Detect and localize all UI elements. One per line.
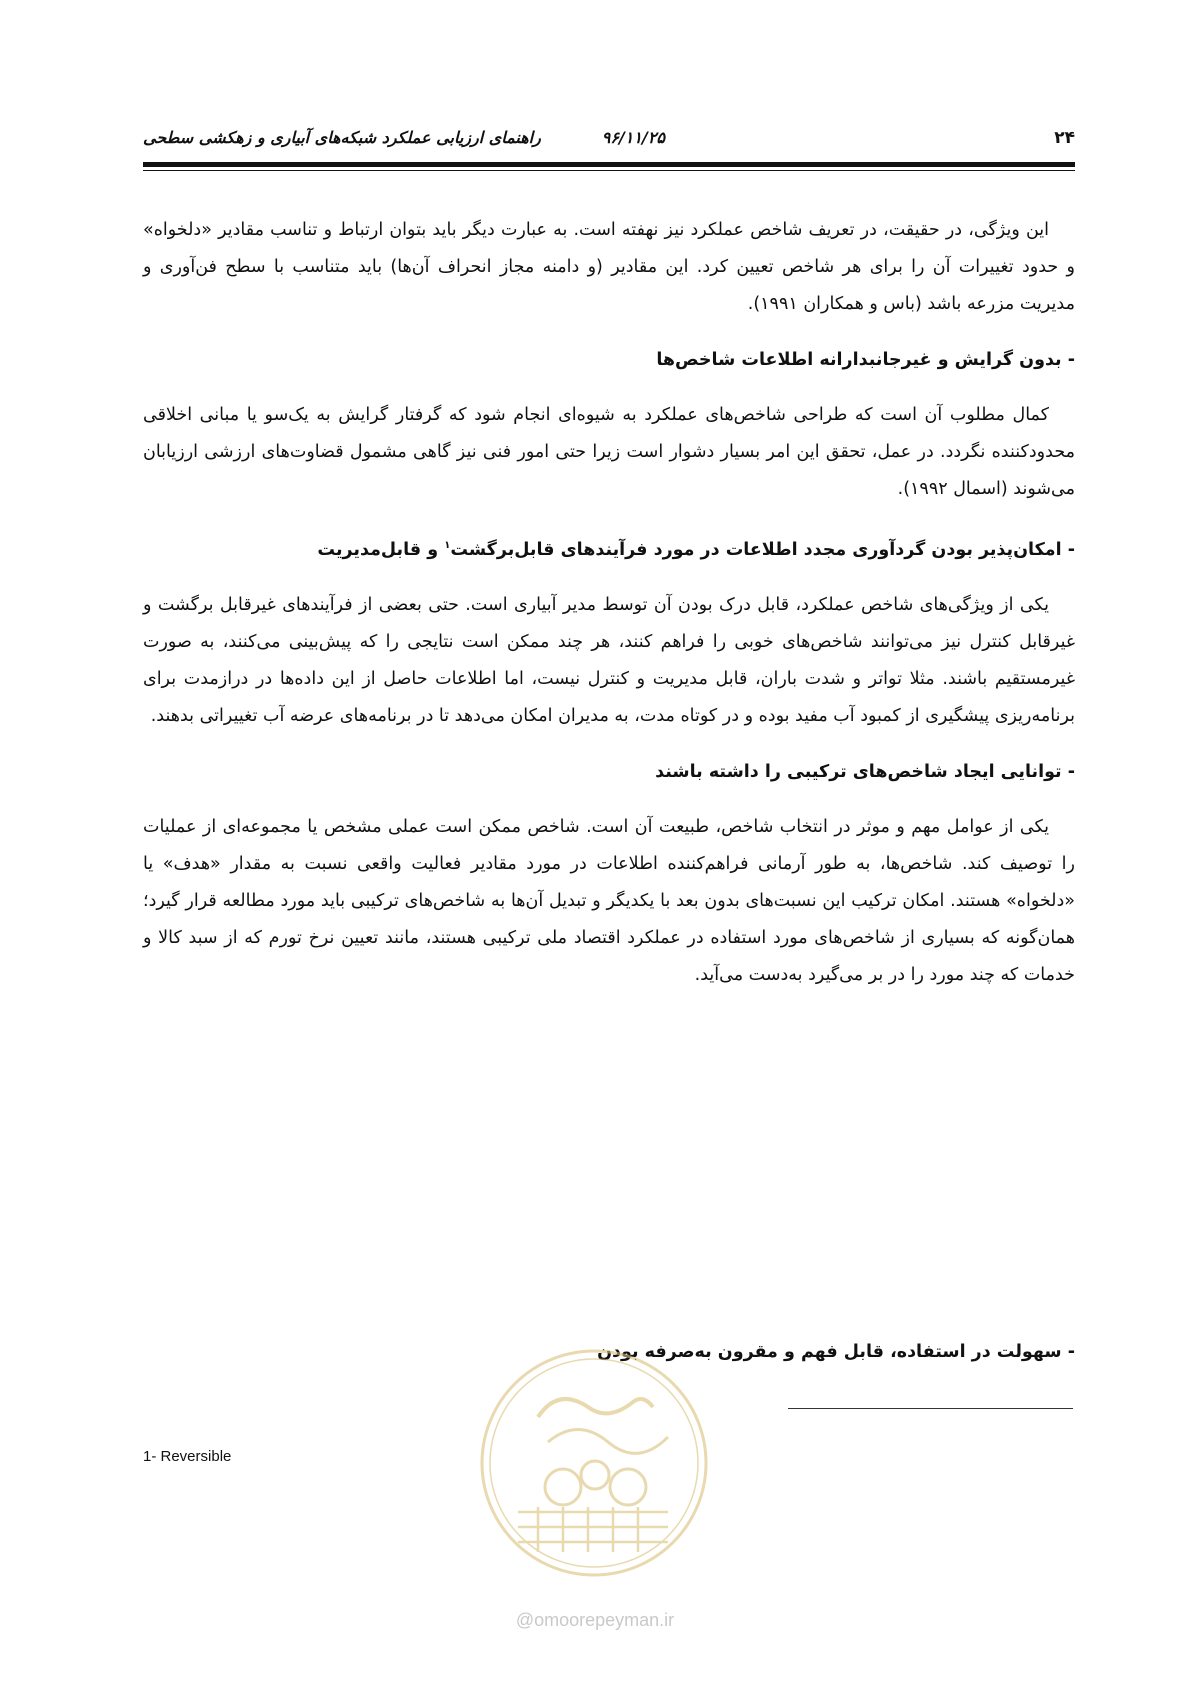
header-date: ۹۶/۱۱/۲۵ (601, 128, 665, 147)
heading-reversible-tail: و قابل‌مدیریت (317, 539, 445, 560)
body-content (143, 212, 1075, 994)
heading-ease-of-use: - سهولت در استفاده، قابل فهم و مقرون به‌صرفه بودن (597, 1342, 1075, 1362)
watermark-seal (478, 1347, 710, 1579)
paragraph-2: کمال مطلوب آن است که طراحی شاخص‌های عملکرد به شیوه‌ای انجام شود که گرفتار گرایش به یک‌سو یا مبانی اخلاقی محدودکننده نگردد. در عمل، تحقق این امر بسیار دشوار است زیرا حتی امور فنی نیز گاهی مشمول قضاوت‌های ارزشی ارزیابان می‌شوند (اسمال ۱۹۹۲). (143, 405, 1075, 499)
footnote-rule (788, 1408, 1073, 1409)
footnote: 1- Reversible (143, 1448, 232, 1465)
header-rule-thick (143, 162, 1075, 167)
paragraph-1: این ویژگی، در حقیقت، در تعریف شاخص عملکرد نیز نهفته است. به عبارت دیگر باید بتوان ارتباط و تناسب مقادیر «دلخواه» و حدود تغییرات آن را برای هر شاخص تعیین کرد. این مقادیر (و دامنه مجاز انحراف آن‌ها) باید متناسب با سطح فن‌آوری و مدیریت مزرعه باشد (باس و همکاران ۱۹۹۱). (143, 220, 1075, 314)
heading-composite: - توانایی ایجاد شاخص‌های ترکیبی را داشته باشند (655, 761, 1075, 782)
seal-logo-icon (478, 1347, 710, 1579)
heading-unbiased: - بدون گرایش و غیرجانبدارانه اطلاعات شاخص‌ها (656, 350, 1075, 370)
watermark-url: @omoorepeyman.ir (515, 1610, 675, 1630)
heading-reversible (143, 527, 1075, 569)
paragraph-3: یکی از ویژگی‌های شاخص عملکرد، قابل درک بودن آن توسط مدیر آبیاری است. حتی بعضی از فرآیندهای غیرقابل برگشت و غیرقابل کنترل نیز می‌توانند شاخص‌های خوبی را فراهم کنند، هر چند ممکن است نتایجی را که پیش‌بینی می‌کنند، به صورت غیرمستقیم باشند. مثلا تواتر و شدت باران، قابل مدیریت و کنترل نیست، اما اطلاعات حاصل از این داده‌ها در درازمدت برای برنامه‌ریزی پیشگیری از کمبود آب مفید بوده و در کوتاه مدت، به مدیران امکان می‌دهد تا در برنامه‌های عرضه آب تغییراتی بدهند. (143, 594, 1075, 726)
heading-reversible-text: - امکان‌پذیر بودن گردآوری مجدد اطلاعات در مورد فرآیندهای قابل‌برگشت (450, 539, 1075, 560)
page-number: ۲۴ (1054, 128, 1075, 148)
paragraph-4: یکی از عوامل مهم و موثر در انتخاب شاخص، طبیعت آن است. شاخص ممکن است عملی مشخص یا مجموعه‌ای از عملیات را توصیف کند. شاخص‌ها، به طور آرمانی فراهم‌کننده اطلاعات در مورد مقادیر فعالیت واقعی نسبت به مقدار «هدف» یا «دلخواه» هستند. امکان ترکیب این نسبت‌های بدون بعد با یکدیگر و تبدیل آن‌ها به شاخص‌های ترکیبی باید مورد مطالعه قرار گیرد؛ همان‌گونه که بسیاری از شاخص‌های مورد استفاده در عملکرد اقتصاد ملی ترکیبی هستند، مانند تعیین نرخ تورم که از سبد کالا و خدمات که چند مورد را در بر می‌گیرد به‌دست می‌آید. (143, 816, 1075, 985)
header-rule-thin (143, 170, 1075, 171)
footnote-marker: ۱ (444, 540, 451, 551)
header-title: راهنمای ارزیابی عملکرد شبکه‌های آبیاری و زهکشی سطحی (143, 128, 541, 147)
page-header (143, 128, 1075, 158)
